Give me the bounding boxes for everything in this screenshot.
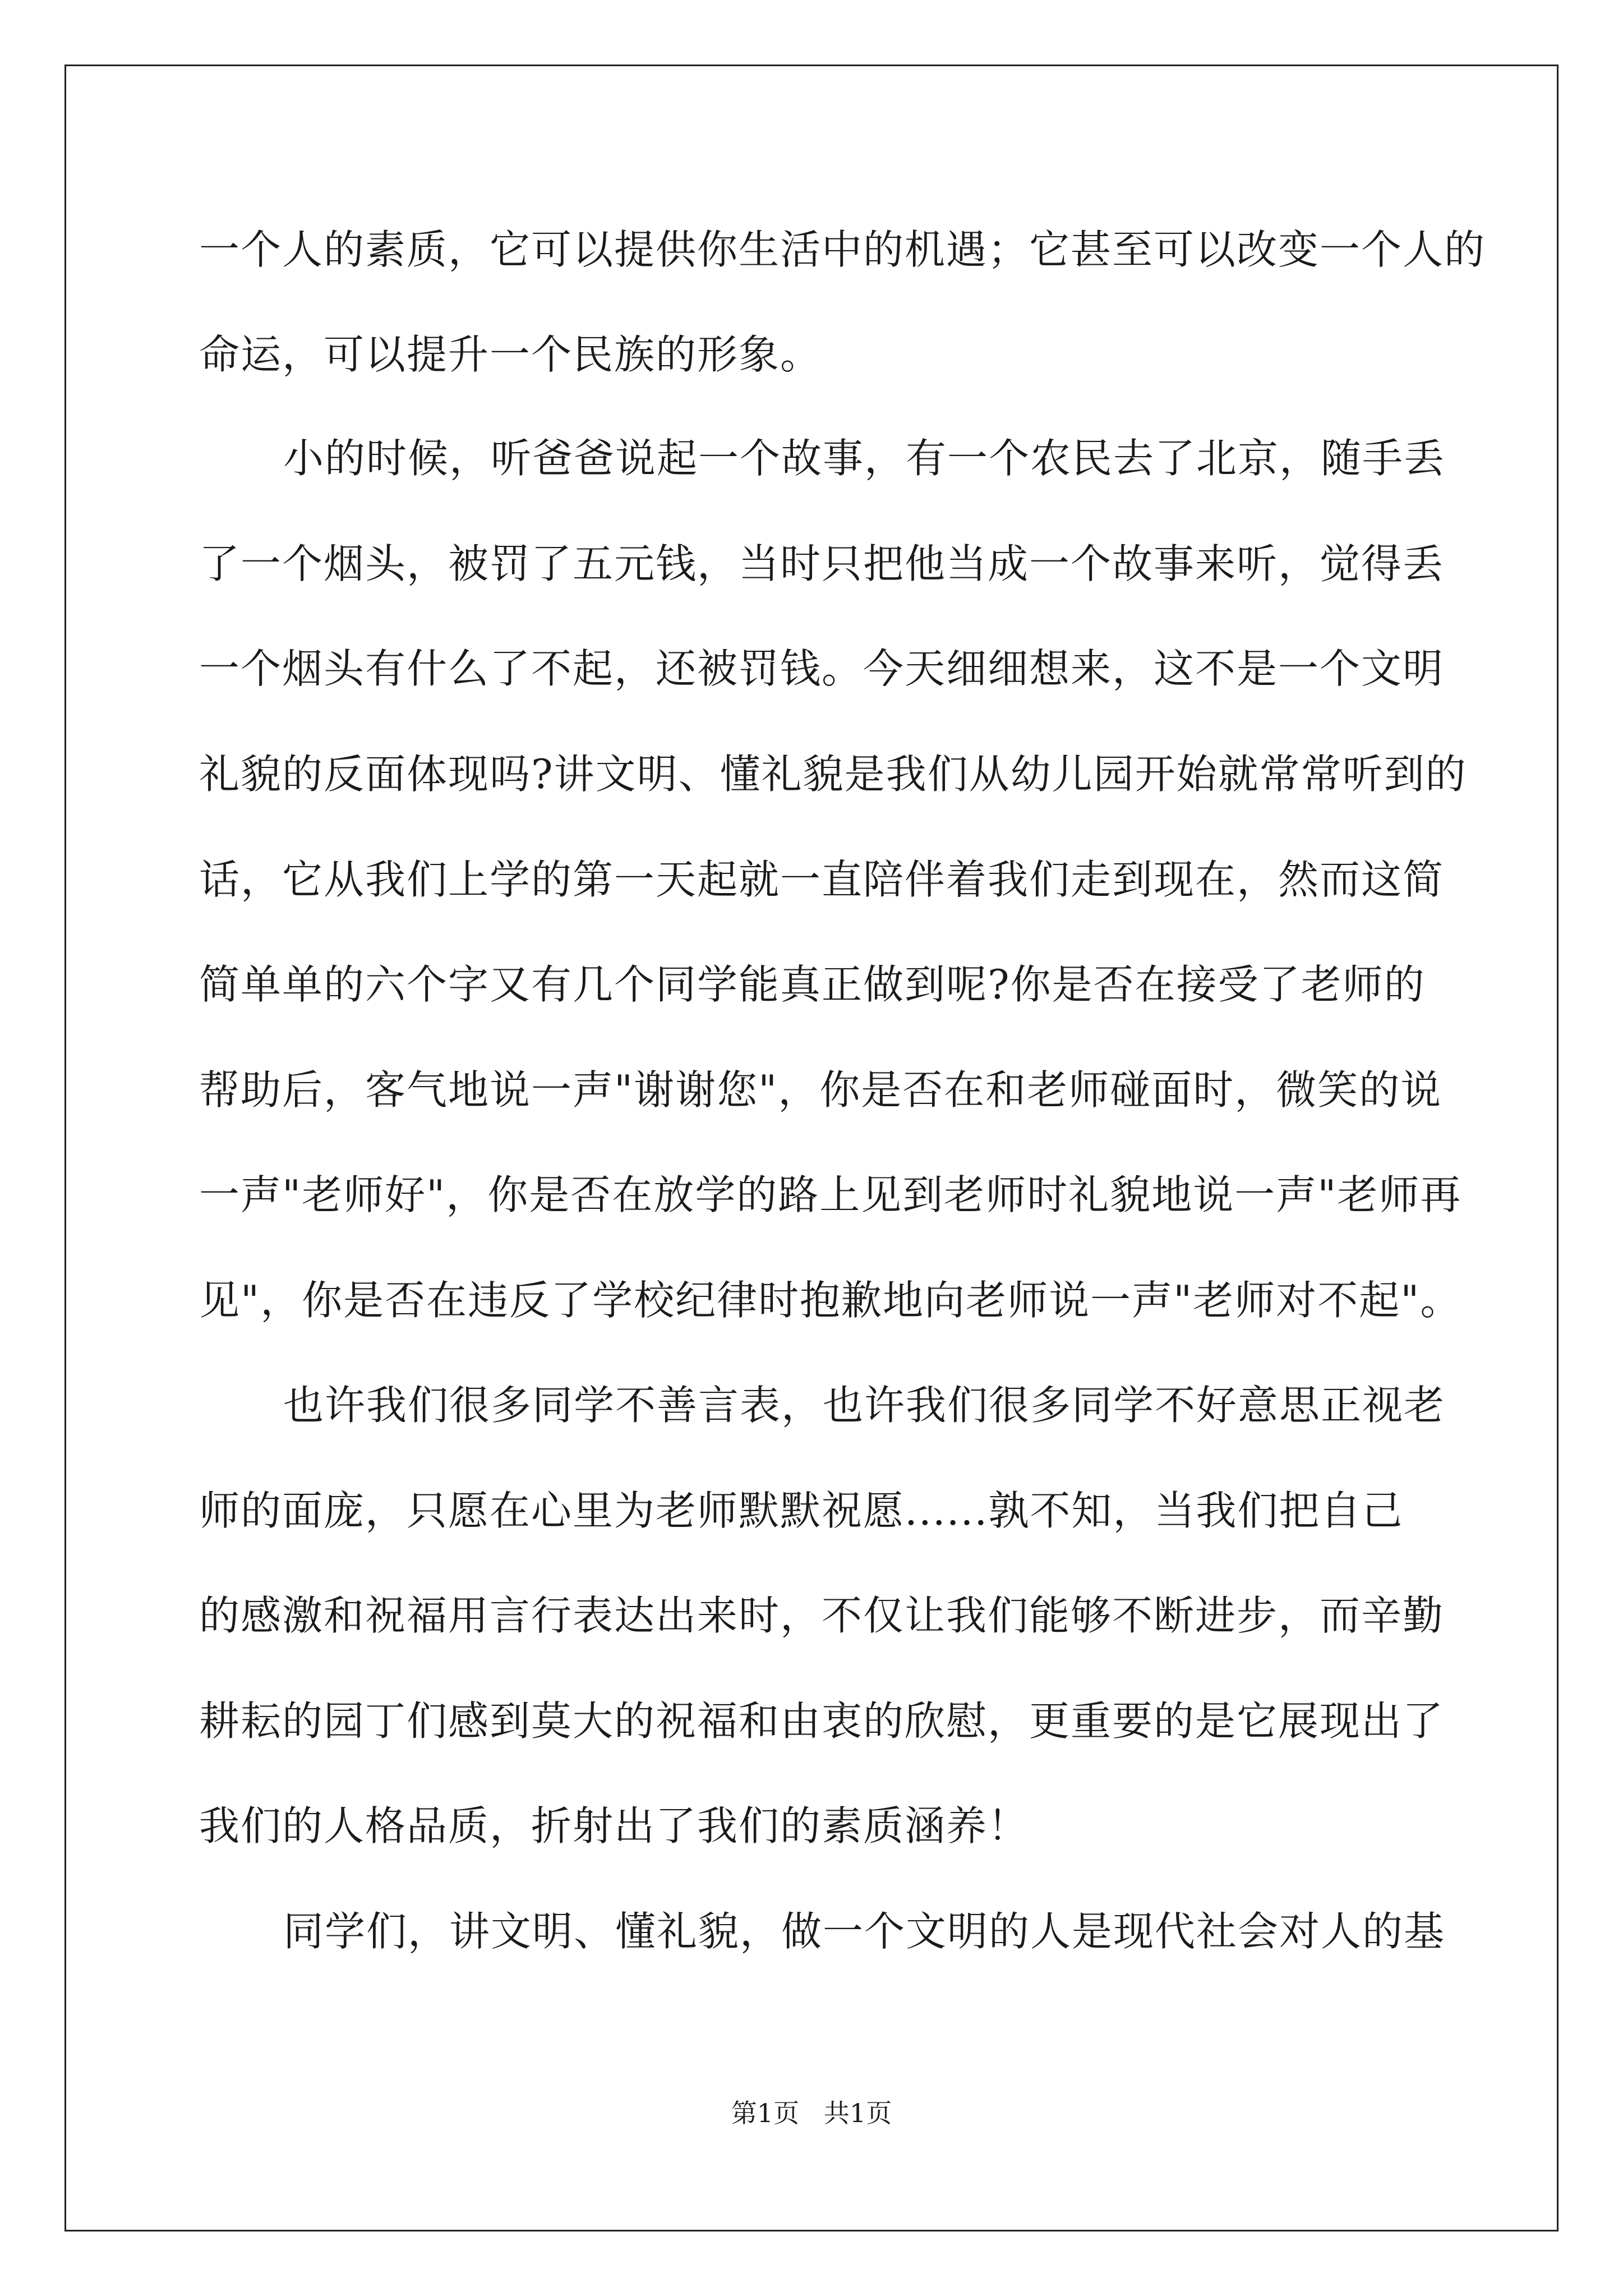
text-line: 我们的人格品质，折射出了我们的素质涵养！ — [199, 1802, 1030, 1849]
text-line: 一个烟头有什么了不起，还被罚钱。今天细细想来，这不是一个文明 — [199, 645, 1445, 692]
page-number-footer: 第1页 共1页 — [731, 2098, 892, 2128]
text-line: 一声"老师好"，你是否在放学的路上见到老师时礼貌地说一声"老师再 — [199, 1171, 1462, 1218]
text-line: 礼貌的反面体现吗?讲文明、懂礼貌是我们从幼儿园开始就常常听到的 — [199, 751, 1467, 798]
text-line: 帮助后，客气地说一声"谢谢您"，你是否在和老师碰面时，微笑的说 — [199, 1066, 1442, 1114]
text-line: 的感激和祝福用言行表达出来时，不仅让我们能够不断进步，而辛勤 — [199, 1592, 1445, 1639]
text-line: 话，它从我们上学的第一天起就一直陪伴着我们走到现在，然而这简 — [199, 856, 1445, 903]
text-line: 小的时候，听爸爸说起一个故事，有一个农民去了北京，随手丢 — [283, 435, 1446, 482]
text-line: 了一个烟头，被罚了五元钱，当时只把他当成一个故事来听，觉得丢 — [199, 540, 1445, 587]
text-line: 简单单的六个字又有几个同学能真正做到呢?你是否在接受了老师的 — [199, 961, 1426, 1008]
text-line: 一个人的素质，它可以提供你生活中的机遇；它甚至可以改变一个人的 — [199, 226, 1486, 273]
text-line: 见"，你是否在违反了学校纪律时抱歉地向老师说一声"老师对不起"。 — [199, 1277, 1462, 1324]
text-line: 耕耘的园丁们感到莫大的祝福和由衷的欣慰，更重要的是它展现出了 — [199, 1697, 1445, 1745]
text-line: 命运，可以提升一个民族的形象。 — [199, 331, 822, 378]
text-line: 师的面庞，只愿在心里为老师默默祝愿......孰不知，当我们把自己 — [199, 1487, 1404, 1534]
text-line: 同学们，讲文明、懂礼貌，做一个文明的人是现代社会对人的基 — [283, 1908, 1446, 1955]
text-line: 也许我们很多同学不善言表，也许我们很多同学不好意思正视老 — [283, 1382, 1446, 1429]
